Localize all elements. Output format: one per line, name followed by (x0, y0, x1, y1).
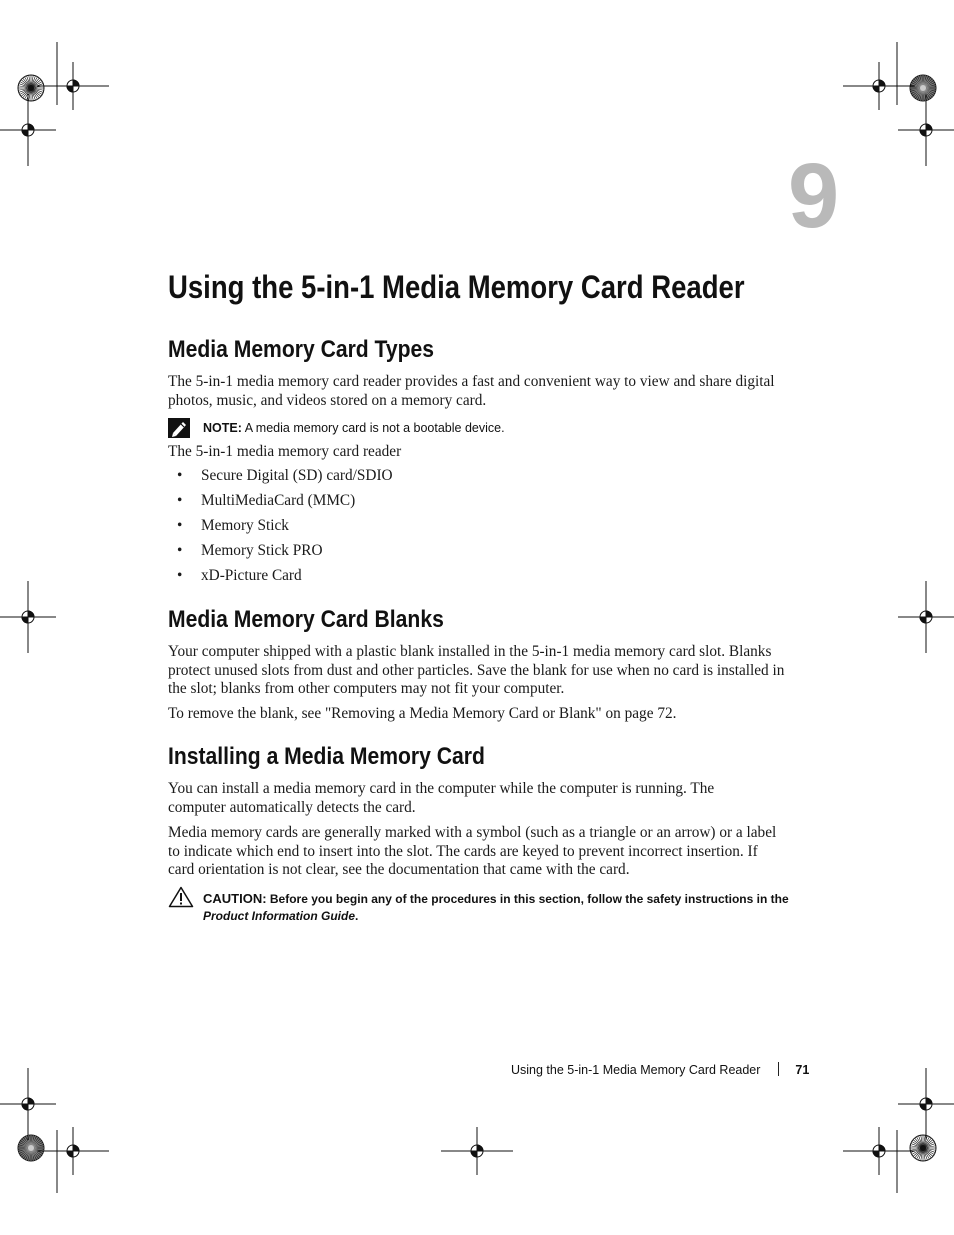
crop-registration-mark-icon (843, 1127, 915, 1175)
page-footer (511, 1062, 809, 1077)
bullet-dot: • (177, 467, 183, 484)
page-number: 71 (795, 1063, 810, 1077)
printer-starburst-target-icon (910, 1135, 936, 1161)
caution-text: Before you begin any of the procedures in this section, follow the safety instructions in the (269, 892, 789, 906)
crop-registration-mark-icon (37, 1127, 109, 1175)
card-types-intro: The 5-in-1 media memory card reader provides a fast and convenient way to view and share digital photos, music, and videos stored on a memory card. (168, 373, 775, 409)
installing-paragraph-2: Media memory cards are generally marked with a symbol (such as a triangle or an arrow) or a label to indicate which end to insert into the slot. The cards are keyed to prevent incorrect insertion. If card orientation is not clear, see the documentation that came with the card. (168, 824, 777, 878)
section-heading-card-types: Media Memory Card Types (168, 336, 435, 363)
list-intro: The 5-in-1 media memory card reader (168, 443, 402, 460)
crop-registration-mark-icon (843, 62, 915, 110)
crop-registration-mark-icon (0, 94, 56, 166)
note-text-line (203, 421, 505, 435)
pencil-note-icon (168, 418, 190, 438)
printer-starburst-target-icon (910, 75, 936, 101)
list-item-text: Secure Digital (SD) card/SDIO (201, 467, 393, 484)
card-type-list (168, 465, 393, 590)
chapter-number: 9 (788, 145, 838, 247)
installing-paragraph-1: You can install a media memory card in the computer while the computer is running. The computer automatically detects the card. (168, 780, 715, 816)
chapter-title: Using the 5-in-1 Media Memory Card Reader (168, 269, 745, 305)
crop-registration-mark-icon (898, 94, 954, 166)
note-text: A media memory card is not a bootable device. (244, 421, 505, 435)
list-item-text: Memory Stick (201, 517, 289, 534)
crop-registration-mark-icon (898, 581, 954, 653)
printer-starburst-target-icon (18, 1135, 44, 1161)
crop-registration-mark-icon (0, 581, 56, 653)
list-item (168, 515, 393, 540)
blanks-paragraph-2: To remove the blank, see "Removing a Media Memory Card or Blank" on page 72. (168, 705, 677, 722)
blanks-paragraph-1: Your computer shipped with a plastic blank installed in the 5-in-1 media memory card slot. Blanks protect unused slots from dust and other particles. Save the blank for use when no card is installed in the slot; blanks from other computers may not fit your computer. (168, 643, 785, 697)
list-item (168, 490, 393, 515)
caution-triangle-icon (168, 886, 194, 908)
list-item-text: Memory Stick PRO (201, 542, 323, 559)
caution-label: CAUTION: (203, 891, 267, 906)
list-item (168, 540, 393, 565)
crop-registration-mark-icon (898, 1068, 954, 1140)
note-label: NOTE: (203, 421, 242, 435)
list-item-text: MultiMediaCard (MMC) (201, 492, 356, 509)
footer-running-title: Using the 5-in-1 Media Memory Card Reader (511, 1063, 761, 1077)
product-information-guide-reference: Product Information Guide (203, 909, 355, 923)
bullet-dot: • (177, 492, 183, 509)
list-item (168, 465, 393, 490)
crop-registration-mark-icon (37, 62, 109, 110)
list-item (168, 565, 393, 590)
section-heading-installing: Installing a Media Memory Card (168, 743, 485, 770)
footer-separator (778, 1062, 779, 1076)
caution-end: . (355, 909, 359, 923)
section-heading-card-blanks: Media Memory Card Blanks (168, 606, 444, 633)
printer-starburst-target-icon (18, 75, 44, 101)
caution-text-block (203, 890, 803, 925)
bullet-dot: • (177, 542, 183, 559)
bullet-dot: • (177, 567, 183, 584)
bullet-dot: • (177, 517, 183, 534)
crop-registration-mark-icon (0, 1068, 56, 1140)
list-item-text: xD-Picture Card (201, 567, 302, 584)
crop-registration-mark-icon (441, 1127, 513, 1175)
